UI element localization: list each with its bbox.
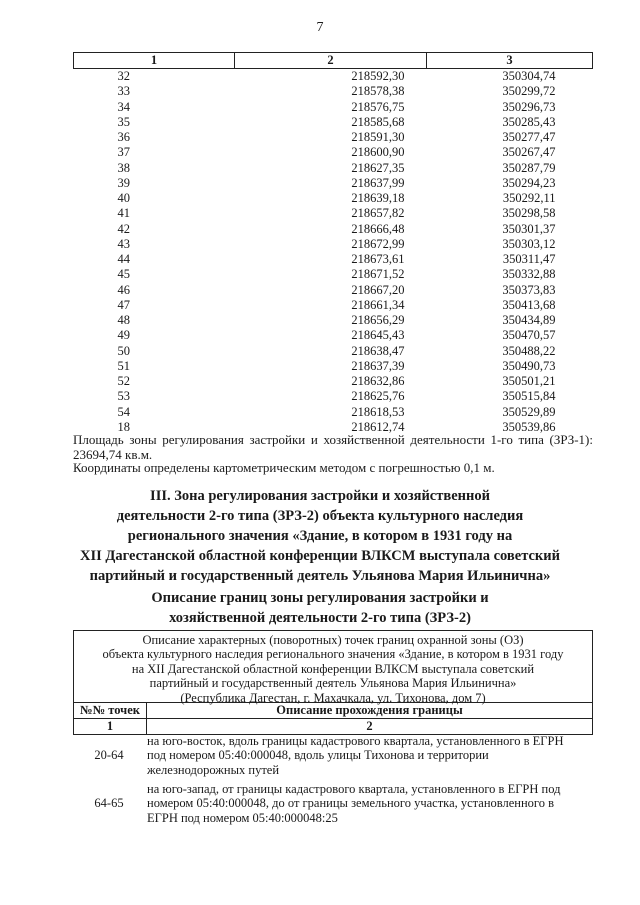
coordinate-x: 218657,82 — [351, 206, 405, 221]
subsection-title-line: Описание границ зоны регулирования застройки и — [151, 590, 489, 606]
table-row — [74, 206, 593, 221]
point-range: 20-64 — [94, 748, 124, 763]
coordinate-x: 218637,99 — [351, 175, 405, 190]
coordinate-x: 218645,43 — [351, 328, 405, 343]
point-number-text: 45 — [117, 267, 130, 282]
point-number-text: 35 — [117, 114, 130, 129]
column-number-1: 1 — [74, 719, 147, 734]
table-row — [74, 252, 593, 267]
table-row — [74, 313, 593, 328]
coordinate-y: 350299,72 — [502, 84, 556, 99]
section-title-line: деятельности 2-го типа (ЗРЗ-2) объекта культурного наследия — [116, 508, 524, 524]
coordinate-y: 350304,74 — [502, 69, 556, 84]
coordinate-x: 218639,18 — [351, 191, 405, 206]
table-row — [74, 389, 593, 404]
coordinate-x: 218591,30 — [351, 130, 405, 145]
point-number — [74, 115, 235, 130]
coordinate-x: 218612,74 — [351, 419, 405, 434]
table-row — [74, 374, 593, 389]
table-caption — [74, 631, 592, 703]
point-number — [74, 359, 235, 374]
coordinate-x: 218656,29 — [351, 313, 405, 328]
coordinate-y: 350277,47 — [502, 130, 556, 145]
coordinate-x: 218585,68 — [351, 114, 405, 129]
point-number — [74, 161, 235, 176]
table-row — [74, 344, 593, 359]
points-column-header: №№ точек — [74, 703, 147, 718]
coordinate-y: 350285,43 — [502, 114, 556, 129]
description-line: номером 05:40:000048, до от границы земельного участка, установленного в — [147, 796, 555, 811]
caption-line: партийный и государственный деятель Ульянова Мария Ильинична» — [149, 676, 517, 691]
coordinate-x: 218637,39 — [351, 358, 405, 373]
point-number-text: 53 — [117, 389, 130, 404]
caption-line: объекта культурного наследия регионального значения «Здание, в котором в 1931 году — [102, 647, 564, 662]
coordinate-y: 350515,84 — [502, 389, 556, 404]
coordinate-x: 218672,99 — [351, 236, 405, 251]
point-number — [74, 252, 235, 267]
coordinate-y: 350413,68 — [502, 297, 556, 312]
point-number — [74, 69, 235, 85]
coordinate-y: 350298,58 — [502, 206, 556, 221]
table-row — [74, 237, 593, 252]
coordinate-x: 218666,48 — [351, 221, 405, 236]
description-line: ЕГРН под номером 05:40:000048:25 — [147, 810, 338, 825]
point-number-text: 44 — [117, 252, 130, 267]
point-number-text: 54 — [117, 404, 130, 419]
table-row — [74, 145, 593, 160]
point-number-text: 41 — [117, 206, 130, 221]
coordinate-x: 218576,75 — [351, 99, 405, 114]
table-row — [74, 176, 593, 191]
description-line: под номером 05:40:000048, вдоль улицы Тихонова и территории — [147, 748, 489, 763]
point-number — [74, 130, 235, 145]
table-row — [74, 161, 593, 176]
point-number — [74, 100, 235, 115]
coordinate-x: 218638,47 — [351, 343, 405, 358]
coordinate-x: 218627,35 — [351, 160, 405, 175]
subsection-title-line: хозяйственной деятельности 2-го типа (ЗРЗ-2) — [169, 610, 471, 626]
table-row — [74, 283, 593, 298]
column-number-2: 2 — [366, 719, 373, 733]
coordinate-y: 350303,12 — [502, 236, 556, 251]
point-number-text: 46 — [117, 282, 130, 297]
point-number — [74, 344, 235, 359]
point-number-text: 39 — [117, 175, 130, 190]
description-column-header: Описание прохождения границы — [276, 703, 463, 717]
coordinate-y: 350296,73 — [502, 99, 556, 114]
point-number-text: 43 — [117, 236, 130, 251]
point-number-text: 32 — [117, 69, 130, 84]
coordinate-y: 350301,37 — [502, 221, 556, 236]
column-header-3: 3 — [427, 53, 593, 69]
description-line: железнодорожных путей — [147, 762, 280, 777]
coordinate-y: 350539,86 — [502, 419, 556, 434]
point-number-text: 47 — [117, 297, 130, 312]
boundary-description — [145, 782, 593, 825]
page-number: 7 — [316, 20, 324, 35]
table-row — [73, 734, 593, 777]
boundary-description — [145, 734, 593, 777]
coordinate-y: 350529,89 — [502, 404, 556, 419]
caption-line: (Республика Дагестан, г. Махачкала, ул. Тихонова, дом 7) — [180, 690, 486, 705]
subsection-title — [40, 588, 600, 628]
coordinate-x: 218673,61 — [351, 252, 405, 267]
point-number — [74, 374, 235, 389]
coordinate-x: 218632,86 — [351, 374, 405, 389]
coordinate-x: 218618,53 — [351, 404, 405, 419]
point-number-text: 49 — [117, 328, 130, 343]
point-number — [74, 405, 235, 420]
point-number-text: 51 — [117, 358, 130, 373]
accuracy-note: Координаты определены картометрическим методом с погрешностью 0,1 м. — [73, 460, 495, 475]
caption-line: Описание характерных (поворотных) точек границ охранной зоны (ОЗ) — [142, 633, 524, 647]
coordinate-y: 350373,83 — [502, 282, 556, 297]
coordinate-x: 218671,52 — [351, 267, 405, 282]
coordinate-x: 218578,38 — [351, 84, 405, 99]
table-row — [74, 267, 593, 282]
coordinate-y: 350287,79 — [502, 160, 556, 175]
coordinate-y: 350292,11 — [502, 191, 556, 206]
table-row — [74, 100, 593, 115]
point-number-text: 40 — [117, 191, 130, 206]
coordinate-x: 218625,76 — [351, 389, 405, 404]
point-number — [74, 389, 235, 404]
point-range: 64-65 — [94, 796, 124, 811]
point-number — [74, 328, 235, 343]
coordinate-y: 350267,47 — [502, 145, 556, 160]
boundary-description-table — [73, 630, 593, 735]
coordinate-y: 350332,88 — [502, 267, 556, 282]
point-number-text: 50 — [117, 343, 130, 358]
table-row — [74, 359, 593, 374]
table-row — [74, 405, 593, 420]
point-number-text: 33 — [117, 84, 130, 99]
coordinate-y: 350501,21 — [502, 374, 556, 389]
coordinate-x: 218592,30 — [351, 69, 405, 84]
point-number — [74, 283, 235, 298]
caption-line: на XII Дагестанской областной конференции ВЛКСМ выступала советский — [131, 661, 535, 676]
area-note: Площадь зоны регулирования застройки и хозяйственной деятельности 1-го типа (ЗРЗ-1): 23694,74 кв.м. — [73, 432, 593, 462]
description-line: на юго-запад, от границы кадастрового квартала, установленного в ЕГРН под — [147, 782, 561, 796]
point-number-text: 36 — [117, 130, 130, 145]
section-title-line: III. Зона регулирования застройки и хозяйственной — [150, 488, 490, 504]
point-number-text: 52 — [117, 374, 130, 389]
point-number — [74, 298, 235, 313]
column-number-row — [74, 719, 592, 734]
point-number — [74, 237, 235, 252]
table-row — [73, 782, 593, 825]
table-row — [74, 130, 593, 145]
point-number — [74, 191, 235, 206]
coordinate-y: 350490,73 — [502, 358, 556, 373]
point-number-text: 42 — [117, 221, 130, 236]
coordinate-y: 350470,57 — [502, 328, 556, 343]
point-number — [74, 206, 235, 221]
point-number-text: 18 — [117, 419, 130, 434]
point-number — [74, 222, 235, 237]
coordinate-y: 350311,47 — [502, 252, 556, 267]
point-number — [74, 313, 235, 328]
column-header-1: 1 — [74, 53, 235, 69]
point-number-text: 48 — [117, 313, 130, 328]
point-number — [74, 267, 235, 282]
point-number — [74, 145, 235, 160]
table-row — [74, 298, 593, 313]
coordinate-x: 218661,34 — [351, 297, 405, 312]
table-row — [74, 191, 593, 206]
section-title-line: XII Дагестанской областной конференции ВЛКСМ выступала советский — [80, 548, 560, 564]
table-row — [74, 84, 593, 99]
description-line: на юго-восток, вдоль границы кадастрового квартала, установленного в ЕГРН — [147, 734, 564, 748]
point-number-text: 38 — [117, 160, 130, 175]
coordinates-table — [73, 52, 593, 435]
coordinate-y: 350434,89 — [502, 313, 556, 328]
coordinate-x: 218600,90 — [351, 145, 405, 160]
coordinate-y: 350294,23 — [502, 175, 556, 190]
point-number-text: 34 — [117, 99, 130, 114]
point-number-text: 37 — [117, 145, 130, 160]
table-header-row — [74, 53, 593, 69]
table-header-row — [74, 703, 592, 719]
coordinate-y: 350488,22 — [502, 343, 556, 358]
coordinate-x: 218667,20 — [351, 282, 405, 297]
table-row — [74, 328, 593, 343]
point-number — [74, 176, 235, 191]
section-title-line: регионального значения «Здание, в котором в 1931 году на — [127, 528, 513, 544]
table-row — [74, 69, 593, 85]
column-header-2: 2 — [235, 53, 427, 69]
point-number — [74, 84, 235, 99]
section-title — [40, 486, 600, 586]
table-row — [74, 222, 593, 237]
section-title-line: партийный и государственный деятель Ульянова Мария Ильинична» — [89, 568, 551, 584]
table-row — [74, 115, 593, 130]
